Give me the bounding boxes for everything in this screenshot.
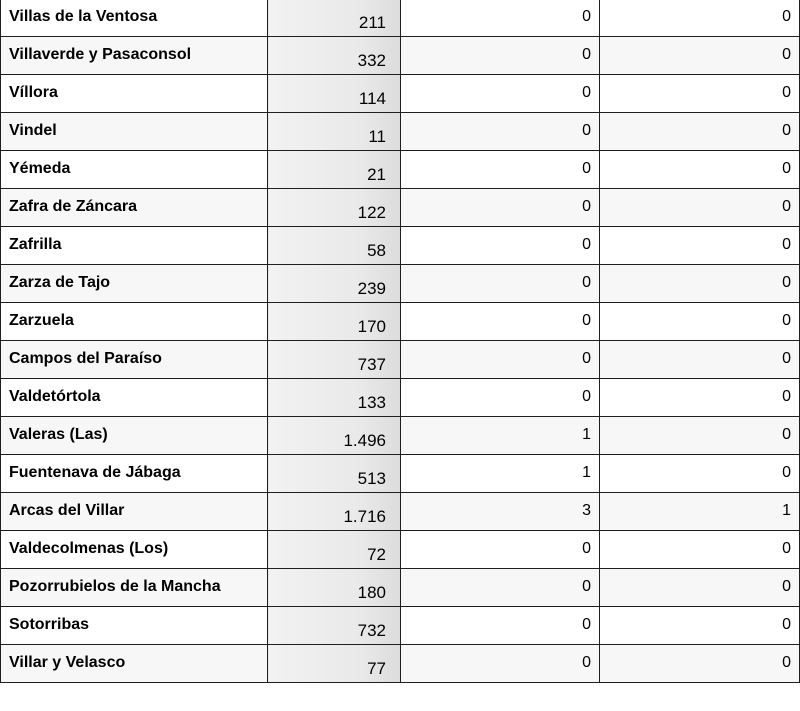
municipality-name: Arcas del Villar (1, 493, 268, 531)
population-cell: 21 (268, 151, 401, 189)
municipality-name: Valdetórtola (1, 379, 268, 417)
value-cell-b: 0 (600, 37, 800, 75)
table-row (1, 265, 800, 303)
municipality-name: Sotorribas (1, 607, 268, 645)
municipality-name: Valdecolmenas (Los) (1, 531, 268, 569)
table-row (1, 531, 800, 569)
population-cell: 239 (268, 265, 401, 303)
value-cell-a: 0 (401, 607, 600, 645)
value-cell-b: 0 (600, 607, 800, 645)
value-cell-a: 0 (401, 569, 600, 607)
population-cell: 11 (268, 113, 401, 151)
population-cell: 211 (268, 0, 401, 37)
table-row (1, 379, 800, 417)
municipality-name: Zarza de Tajo (1, 265, 268, 303)
municipality-name: Valeras (Las) (1, 417, 268, 455)
table-row (1, 75, 800, 113)
population-cell: 114 (268, 75, 401, 113)
table-row (1, 493, 800, 531)
population-cell: 170 (268, 303, 401, 341)
value-cell-b: 0 (600, 455, 800, 493)
value-cell-b: 0 (600, 379, 800, 417)
table-row (1, 607, 800, 645)
value-cell-b: 0 (600, 569, 800, 607)
municipality-name: Villaverde y Pasaconsol (1, 37, 268, 75)
value-cell-a: 0 (401, 227, 600, 265)
table-row (1, 37, 800, 75)
value-cell-a: 1 (401, 417, 600, 455)
value-cell-a: 0 (401, 0, 600, 37)
table-row (1, 569, 800, 607)
municipality-name: Pozorrubielos de la Mancha (1, 569, 268, 607)
population-cell: 1.716 (268, 493, 401, 531)
value-cell-b: 0 (600, 645, 800, 683)
population-cell: 122 (268, 189, 401, 227)
value-cell-b: 0 (600, 0, 800, 37)
value-cell-b: 0 (600, 113, 800, 151)
municipality-name: Víllora (1, 75, 268, 113)
population-cell: 180 (268, 569, 401, 607)
value-cell-b: 0 (600, 303, 800, 341)
municipality-name: Vindel (1, 113, 268, 151)
value-cell-b: 0 (600, 75, 800, 113)
value-cell-a: 0 (401, 379, 600, 417)
value-cell-a: 0 (401, 303, 600, 341)
municipality-name: Fuentenava de Jábaga (1, 455, 268, 493)
table-body (1, 0, 800, 683)
population-cell: 332 (268, 37, 401, 75)
value-cell-b: 0 (600, 531, 800, 569)
population-cell: 72 (268, 531, 401, 569)
value-cell-a: 0 (401, 531, 600, 569)
municipality-name: Villas de la Ventosa (1, 0, 268, 37)
municipality-name: Zafrilla (1, 227, 268, 265)
municipality-name: Zafra de Záncara (1, 189, 268, 227)
value-cell-a: 0 (401, 645, 600, 683)
table-row (1, 303, 800, 341)
population-cell: 77 (268, 645, 401, 683)
value-cell-a: 0 (401, 341, 600, 379)
value-cell-a: 0 (401, 113, 600, 151)
municipality-name: Villar y Velasco (1, 645, 268, 683)
value-cell-b: 0 (600, 341, 800, 379)
table-row (1, 0, 800, 37)
value-cell-a: 0 (401, 189, 600, 227)
municipality-name: Zarzuela (1, 303, 268, 341)
table-row (1, 113, 800, 151)
value-cell-a: 0 (401, 37, 600, 75)
value-cell-a: 1 (401, 455, 600, 493)
value-cell-a: 3 (401, 493, 600, 531)
table-row (1, 341, 800, 379)
population-cell: 513 (268, 455, 401, 493)
value-cell-b: 0 (600, 227, 800, 265)
table-row (1, 645, 800, 683)
value-cell-a: 0 (401, 151, 600, 189)
table-row (1, 189, 800, 227)
value-cell-b: 0 (600, 151, 800, 189)
population-cell: 1.496 (268, 417, 401, 455)
table-row (1, 455, 800, 493)
population-cell: 133 (268, 379, 401, 417)
value-cell-b: 1 (600, 493, 800, 531)
municipality-name: Yémeda (1, 151, 268, 189)
value-cell-b: 0 (600, 189, 800, 227)
value-cell-a: 0 (401, 265, 600, 303)
population-cell: 737 (268, 341, 401, 379)
value-cell-b: 0 (600, 417, 800, 455)
value-cell-b: 0 (600, 265, 800, 303)
value-cell-a: 0 (401, 75, 600, 113)
table-row (1, 227, 800, 265)
municipality-name: Campos del Paraíso (1, 341, 268, 379)
population-cell: 58 (268, 227, 401, 265)
table-row (1, 151, 800, 189)
table-row (1, 417, 800, 455)
population-cell: 732 (268, 607, 401, 645)
